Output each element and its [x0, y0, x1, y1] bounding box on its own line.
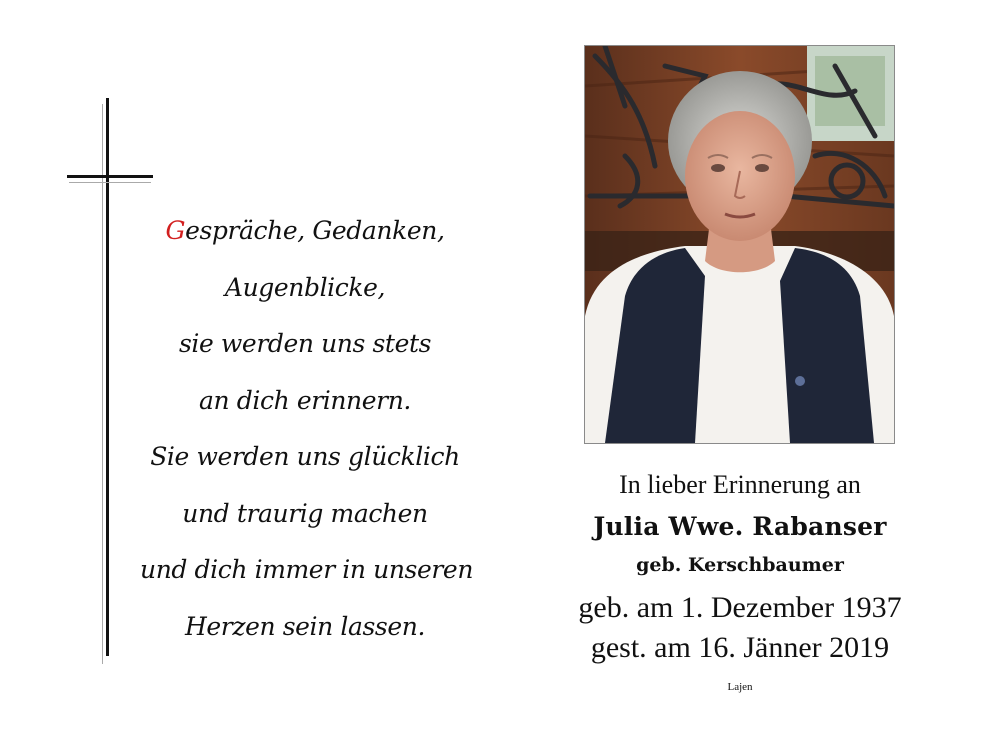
cross-horizontal-shadow [69, 182, 151, 183]
cross-horizontal-bar [67, 175, 153, 178]
poem-line: und dich immer in unseren [140, 555, 474, 584]
poem-line: und traurig machen [182, 498, 428, 528]
poem-line: an dich erinnern. [199, 385, 411, 415]
death-date: gest. am 16. Jänner 2019 [590, 631, 890, 664]
cross-vertical-shadow [102, 104, 103, 664]
memory-line: In lieber Erinnerung an [619, 470, 861, 499]
poem-line: Sie werden uns glücklich [150, 442, 460, 471]
place-name: Lajen [727, 681, 753, 693]
deceased-name: Julia Wwe. Rabanser [593, 512, 887, 541]
portrait-illustration [585, 46, 894, 443]
portrait-photo [584, 45, 895, 444]
poem-line: Augenblicke, [224, 272, 386, 302]
birth-name: geb. Kerschbaumer [636, 554, 844, 576]
poem [140, 203, 474, 655]
poem-line-text: espräche, Gedanken, [185, 216, 445, 245]
poem-initial: G [165, 216, 186, 245]
poem-line: Herzen sein lassen. [184, 611, 426, 641]
poem-line: sie werden uns stets [178, 329, 432, 358]
poem-line [140, 203, 470, 260]
birth-date: geb. am 1. Dezember 1937 [578, 591, 902, 624]
